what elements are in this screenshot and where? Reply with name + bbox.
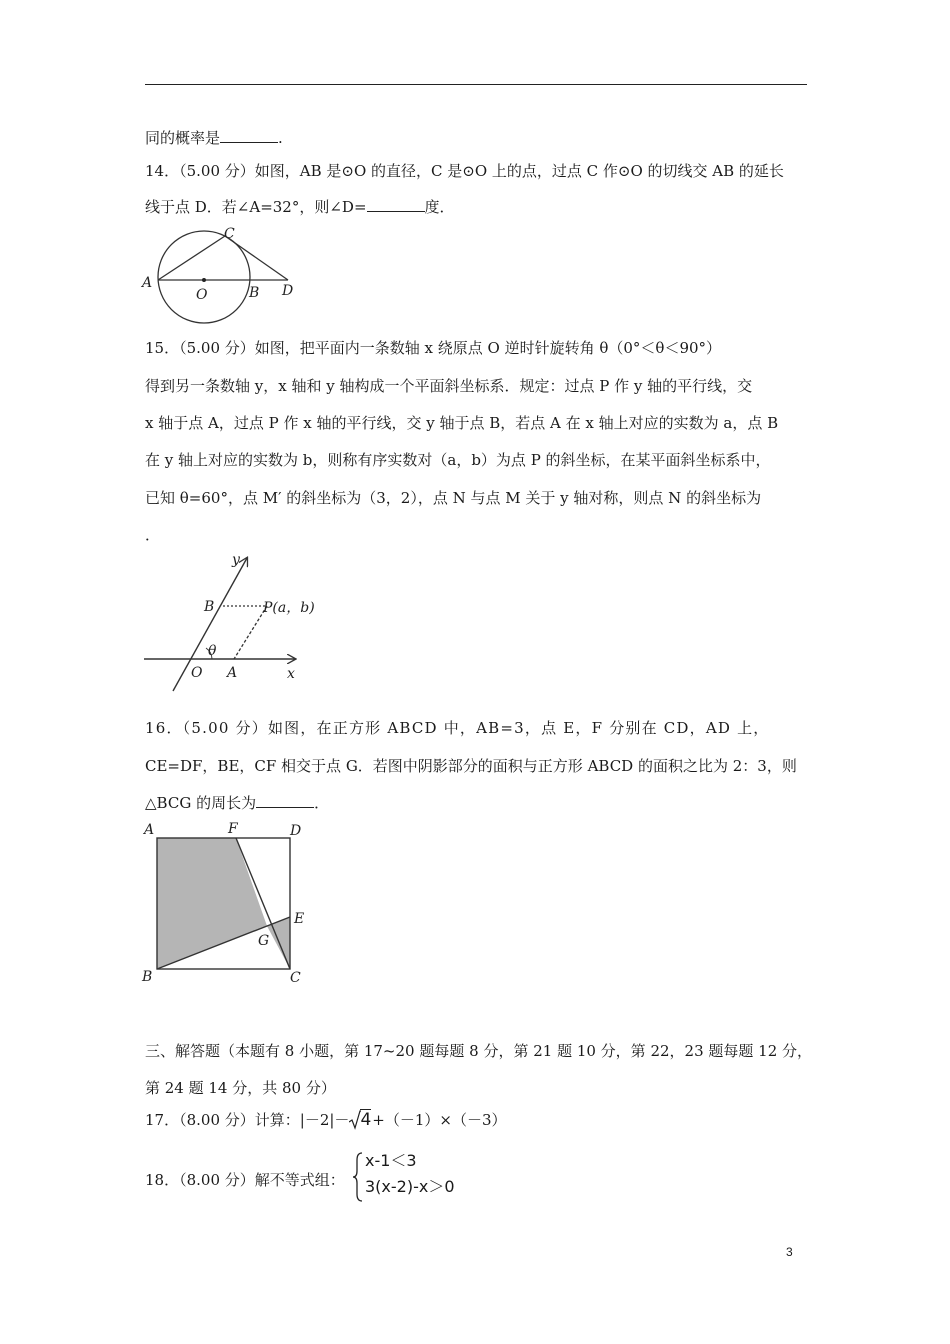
label-d: D xyxy=(282,283,294,299)
label-theta: θ xyxy=(208,643,217,659)
q13-tail: 同的概率是 . xyxy=(145,129,283,147)
q14-line1: 14．（5.00 分）如图，AB 是⊙O 的直径，C 是⊙O 上的点，过点 C 作⊙O 的切线交 AB 的延长 xyxy=(145,162,784,180)
q15-line1: 15．（5.00 分）如图，把平面内一条数轴 x 绕原点 O 逆时针旋转角 θ（0°＜θ＜90°） xyxy=(145,339,722,357)
q15-line2: 得到另一条数轴 y，x 轴和 y 轴构成一个平面斜坐标系．规定：过点 P 作 y 轴的平行线，交 xyxy=(145,377,753,395)
label-g: G xyxy=(258,933,270,949)
abs-value: |－2| xyxy=(299,1111,335,1129)
q15-line6: ． xyxy=(145,526,161,544)
q16-line3: △BCG 的周长为 ． xyxy=(145,794,330,812)
inequality-1: x-1＜3 xyxy=(365,1151,417,1170)
label-a: A xyxy=(142,275,153,291)
q15-line4: 在 y 轴上对应的实数为 b，则称有序实数对（a，b）为点 P 的斜坐标，在某平面斜坐标系中， xyxy=(145,451,771,469)
label-c: C xyxy=(224,226,235,242)
section3-heading-line1: 三、解答题（本题有 8 小题，第 17~20 题每题 8 分，第 21 题 10 分，第 22，23 题每题 12 分， xyxy=(145,1042,813,1060)
label-a: A xyxy=(144,822,155,838)
sqrt-expression: 4 xyxy=(349,1110,371,1130)
label-c: C xyxy=(290,970,301,986)
label-a: A xyxy=(227,665,238,681)
label-f: F xyxy=(228,821,238,837)
q15-line5: 已知 θ=60°，点 M′ 的斜坐标为（3，2），点 N 与点 M 关于 y 轴对称，则点 N 的斜坐标为 xyxy=(145,489,762,507)
center-point xyxy=(202,278,206,282)
q15-line3: x 轴于点 A，过点 P 作 x 轴的平行线，交 y 轴于点 B，若点 A 在 x 轴上对应的实数为 a，点 B xyxy=(145,414,779,432)
answer-blank xyxy=(220,128,278,143)
q17-line: 17．（8.00 分）计算：|－2|－ 4+（－1）×（－3） xyxy=(145,1110,507,1130)
label-o: O xyxy=(196,287,208,303)
inequality-system xyxy=(365,1148,455,1200)
answer-blank xyxy=(367,197,425,212)
shaded-region-abgf xyxy=(157,838,270,969)
q14-circle-figure xyxy=(140,225,310,330)
section3-heading-line2: 第 24 题 14 分，共 80 分） xyxy=(145,1079,336,1097)
label-o: O xyxy=(191,665,203,681)
q18-prefix: 18．（8.00 分）解不等式组： xyxy=(145,1171,345,1189)
circle-o xyxy=(158,231,250,323)
q15-oblique-axes-figure xyxy=(140,548,340,696)
answer-blank xyxy=(256,793,314,808)
label-x: x xyxy=(287,666,295,682)
page-number: 3 xyxy=(786,1245,793,1259)
header-rule xyxy=(145,84,807,85)
label-b: B xyxy=(142,969,153,985)
tangent-cd xyxy=(225,236,288,280)
label-p: P(a，b) xyxy=(263,600,315,616)
label-b: B xyxy=(204,599,215,615)
q14-line2: 线于点 D．若∠A=32°，则∠D= 度． xyxy=(145,198,455,216)
q16-line1: 16．（5.00 分）如图，在正方形 ABCD 中，AB=3，点 E，F 分别在 CD，AD 上， xyxy=(145,719,770,737)
left-brace-icon xyxy=(353,1152,363,1202)
q16-line2: CE=DF，BE，CF 相交于点 G．若图中阴影部分的面积与正方形 ABCD 的面积之比为 2：3，则 xyxy=(145,757,797,775)
q16-square-figure xyxy=(140,815,320,990)
label-b: B xyxy=(249,285,260,301)
chord-ac xyxy=(158,236,225,280)
label-e: E xyxy=(294,911,305,927)
label-y: y xyxy=(232,552,240,568)
radical-sign-icon xyxy=(349,1110,361,1130)
inequality-2: 3(x-2)-x＞0 xyxy=(365,1177,455,1196)
label-d: D xyxy=(290,823,302,839)
